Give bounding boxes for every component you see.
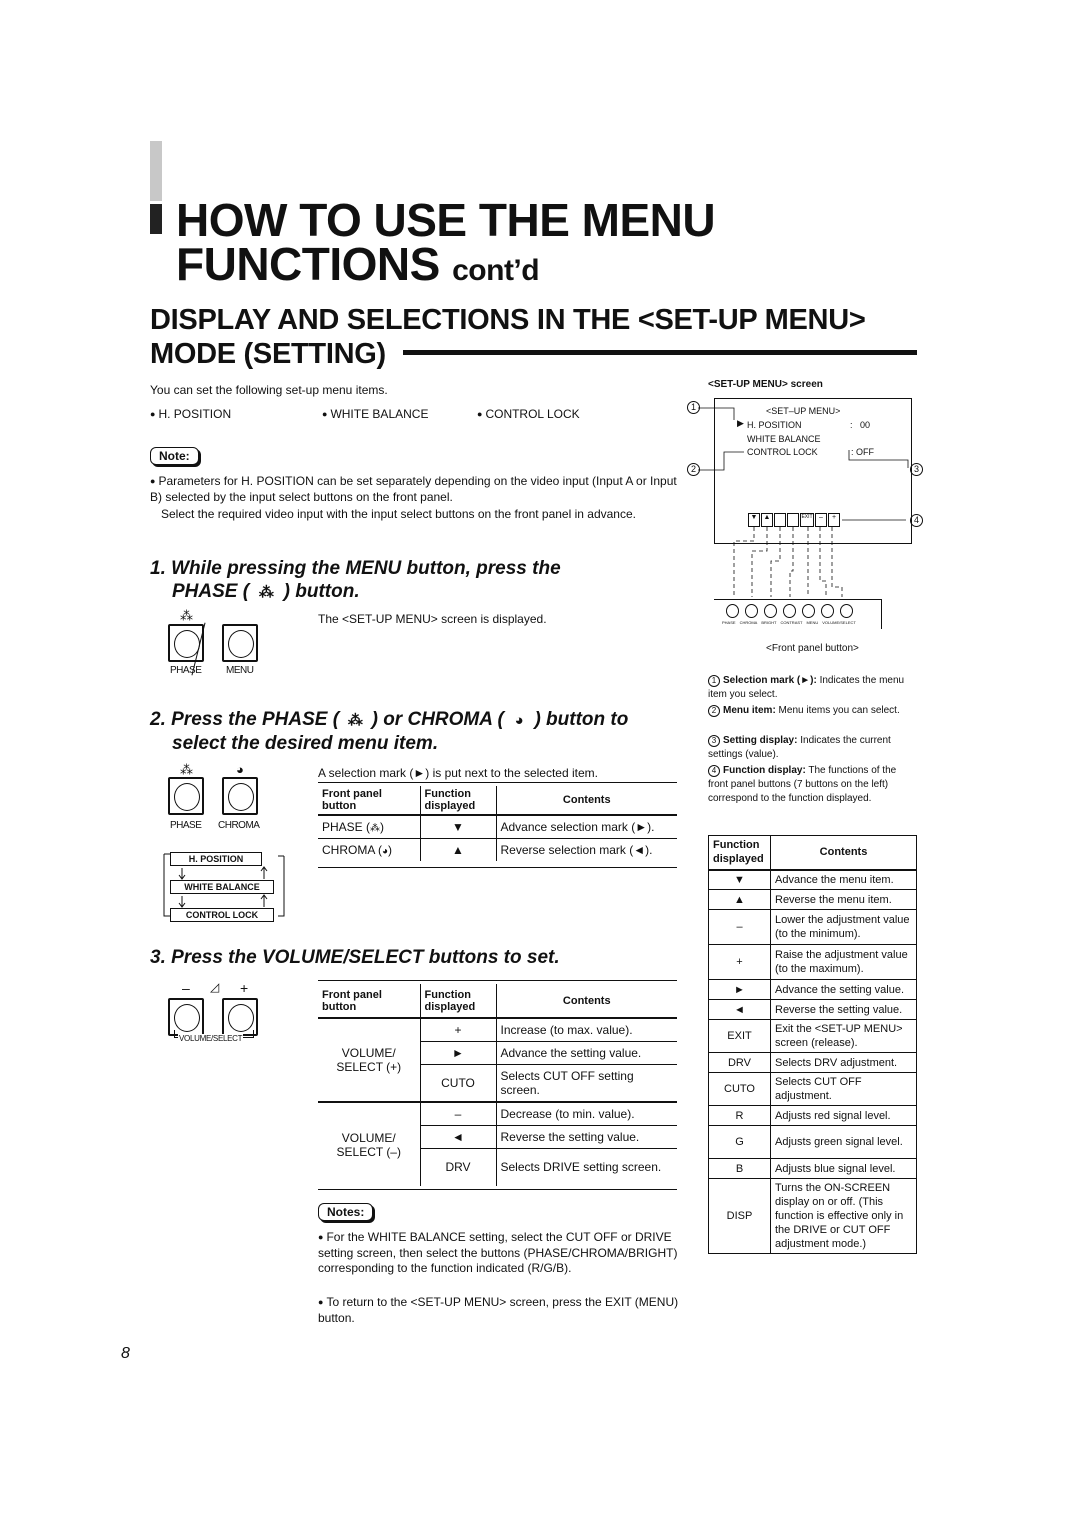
cell-function: – xyxy=(420,1102,496,1125)
table-bottom-rule xyxy=(318,1189,677,1190)
th-displayed: displayed xyxy=(713,853,764,866)
phase-icon: ⁂ xyxy=(347,712,363,729)
cell-contents: Selects CUT OFF setting screen. xyxy=(496,1064,677,1102)
func-up-icon: ▲ xyxy=(761,513,773,527)
front-panel-buttons xyxy=(726,604,853,618)
cell-function: ▲ xyxy=(420,838,496,861)
cycle-item: H. POSITION xyxy=(170,852,262,866)
phase-icon: ⁂ xyxy=(180,762,193,777)
section-title-line1: DISPLAY AND SELECTIONS IN THE <SET-UP MENU> xyxy=(150,304,866,336)
setup-value: : 00 xyxy=(850,420,871,430)
cell-contents: Turns the ON-SCREEN display on or off. (This function is effective only in the DRIVE or CUT OFF adjustment mode.) xyxy=(771,1179,917,1254)
func-blank xyxy=(787,513,799,527)
panel-label: CONTRAST xyxy=(780,620,803,625)
func-minus: – xyxy=(815,513,827,527)
cell-function: DRV xyxy=(709,1053,771,1073)
page-title-line2-text: FUNCTIONS xyxy=(176,238,440,290)
th-function: Function xyxy=(424,988,471,1001)
func-plus: + xyxy=(828,513,840,527)
step2-title-2: select the desired menu item. xyxy=(172,733,439,754)
notes-label: Notes: xyxy=(318,1203,373,1221)
panel-label: PHASE xyxy=(722,620,736,625)
legend-term: Selection mark (►): xyxy=(723,675,817,686)
legend-text: Indicates the current settings (value). xyxy=(708,735,891,760)
page-title-line1: HOW TO USE THE MENU xyxy=(176,194,716,246)
notes-item: ● For the WHITE BALANCE setting, select the CUT OFF or DRIVE setting screen, then select the buttons (PHASE/CHROMA/BRIGHT) corresponding to the function indicated (R/G/B). xyxy=(318,1230,680,1276)
selection-mark-icon: ▶ xyxy=(737,418,744,428)
cell-contents: Advance selection mark (►). xyxy=(496,815,677,838)
th-function: Function xyxy=(713,839,760,852)
chroma-icon: ◕ xyxy=(236,762,244,777)
step1-title-2a: PHASE ( xyxy=(172,581,250,602)
func-exit: EXIT xyxy=(800,513,814,527)
panel-connector-lines xyxy=(714,527,884,603)
plus-symbol: + xyxy=(240,980,249,996)
cell-function: CUTO xyxy=(709,1073,771,1106)
step1-title: 1. While pressing the MENU button, press the xyxy=(150,558,561,579)
th-contents: Contents xyxy=(496,984,677,1018)
step1-desc: The <SET-UP MENU> screen is displayed. xyxy=(318,612,547,626)
th-front: Front panel xyxy=(322,988,382,1001)
notes-item: ● To return to the <SET-UP MENU> screen, press the EXIT (MENU) button. xyxy=(318,1295,680,1326)
func-blank xyxy=(774,513,786,527)
cell-function: DISP xyxy=(709,1179,771,1254)
setup-item: WHITE BALANCE xyxy=(747,434,821,444)
cell-contents: Increase (to max. value). xyxy=(496,1018,677,1041)
table-top-rule xyxy=(318,980,677,981)
table-bottom-rule xyxy=(318,867,677,868)
cycle-item: WHITE BALANCE xyxy=(170,880,274,894)
step2-title-1b: ) or CHROMA ( xyxy=(371,709,504,730)
cell-contents: Selects CUT OFF adjustment. xyxy=(771,1073,917,1106)
th-front: Front panel xyxy=(322,788,382,800)
intro-item: ● H. POSITION xyxy=(150,407,231,423)
cell-contents: Lower the adjustment value (to the minimum). xyxy=(771,910,917,945)
table-row: CHROMA (◕) ▲ Reverse selection mark (◄). xyxy=(318,838,677,861)
chroma-button[interactable] xyxy=(222,777,258,815)
legend-item xyxy=(708,704,918,718)
panel-label: BRIGHT xyxy=(761,620,777,625)
cell-function: ▼ xyxy=(420,815,496,838)
step2-title-1a: 2. Press the PHASE ( xyxy=(150,709,340,730)
title-bar-light xyxy=(150,141,162,201)
table-row xyxy=(318,1018,677,1041)
minus-symbol: – xyxy=(182,980,190,996)
legend-text: Indicates the menu item you select. xyxy=(708,675,905,700)
menu-button[interactable] xyxy=(222,624,258,662)
phase-button-label: PHASE xyxy=(170,820,202,831)
chroma-button-label: CHROMA xyxy=(218,820,260,831)
page-title-line2 xyxy=(176,240,539,295)
th-function: Function xyxy=(424,788,471,800)
callout-3: 3 xyxy=(910,463,923,476)
panel-menu-button[interactable] xyxy=(802,604,815,618)
step1-title-2b: ) button. xyxy=(283,581,360,602)
th-button: button xyxy=(322,1000,357,1013)
panel-label: VOLUME/SELECT xyxy=(822,620,856,625)
function-strip xyxy=(748,513,840,527)
step1-title-2 xyxy=(172,580,360,605)
intro-item: ● WHITE BALANCE xyxy=(322,407,428,423)
table-row xyxy=(318,1102,677,1125)
setup-callout-lines xyxy=(684,400,924,530)
table-row xyxy=(709,1020,917,1053)
note-text: ● Parameters for H. POSITION can be set separately depending on the video input (Input A or Input B) selected by the input select buttons on the front panel. xyxy=(150,474,678,505)
cell-function: + xyxy=(709,945,771,980)
cell-contents: Reverse selection mark (◄). xyxy=(496,838,677,861)
panel-chroma-button[interactable] xyxy=(745,604,758,618)
note-label: Note: xyxy=(150,447,199,465)
legend-num: 3 xyxy=(708,735,720,747)
setup-screen-menu-title: <SET–UP MENU> xyxy=(766,406,841,416)
table-row xyxy=(709,1179,917,1254)
panel-label: CHROMA xyxy=(739,620,758,625)
cell-contents: Exit the <SET-UP MENU> screen (release). xyxy=(771,1020,917,1053)
volume-icon: ◿ xyxy=(210,980,220,994)
cell-button: PHASE ( xyxy=(322,819,371,834)
panel-bright-button[interactable] xyxy=(764,604,777,618)
legend-num: 2 xyxy=(708,705,720,717)
cell-contents: Reverse the setting value. xyxy=(771,1000,917,1020)
phase-icon: ⁂ xyxy=(180,608,193,623)
legend-text: Menu items you can select. xyxy=(775,705,900,716)
legend-num: 4 xyxy=(708,765,720,777)
cell-function: ◄ xyxy=(420,1125,496,1148)
cell-function: ▲ xyxy=(709,890,771,910)
step3-title: 3. Press the VOLUME/SELECT buttons to set. xyxy=(150,947,560,968)
legend-term: Menu item: xyxy=(723,705,776,716)
cell-function: G xyxy=(709,1126,771,1159)
func-down-icon: ▼ xyxy=(748,513,760,527)
th-displayed: displayed xyxy=(424,800,476,812)
th-contents: Contents xyxy=(771,836,917,870)
th-contents: Contents xyxy=(496,786,677,815)
page-title-suffix: cont’d xyxy=(452,254,540,287)
cell-contents: Selects DRIVE setting screen. xyxy=(496,1148,677,1186)
cell-contents: Adjusts blue signal level. xyxy=(771,1159,917,1179)
cell-function: R xyxy=(709,1106,771,1126)
cell-function: + xyxy=(420,1018,496,1041)
phase-button-label: PHASE xyxy=(170,665,202,676)
table-row xyxy=(709,1106,917,1126)
cell-contents: Advance the setting value. xyxy=(496,1041,677,1064)
table-row xyxy=(709,1159,917,1179)
front-panel-labels xyxy=(722,620,856,625)
th-displayed: displayed xyxy=(424,1000,476,1013)
table-row xyxy=(709,1000,917,1020)
phase-button[interactable] xyxy=(168,777,204,815)
table-row xyxy=(709,910,917,945)
cell-contents: Advance the menu item. xyxy=(771,870,917,890)
cell-function: EXIT xyxy=(709,1020,771,1053)
cell-function: B xyxy=(709,1159,771,1179)
title-bar-dark xyxy=(150,204,162,234)
panel-volume-plus-button[interactable] xyxy=(840,604,853,618)
step2-title xyxy=(150,708,628,733)
cell-contents: Reverse the menu item. xyxy=(771,890,917,910)
section-title-rule xyxy=(403,350,917,355)
panel-label: MENU xyxy=(806,620,819,625)
legend-num: 1 xyxy=(708,675,720,687)
cell-contents: Selects DRV adjustment. xyxy=(771,1053,917,1073)
legend-term: Setting display: xyxy=(723,735,798,746)
legend-text: The functions of the front panel buttons (7 buttons on the left) correspond to the function displayed. xyxy=(708,765,897,804)
cell-button-end: ) xyxy=(380,819,385,834)
panel-contrast-button[interactable] xyxy=(783,604,796,618)
section-title-line2: MODE (SETTING) xyxy=(150,338,386,370)
cycle-item: CONTROL LOCK xyxy=(170,908,274,922)
legend-item xyxy=(708,734,918,762)
table-row xyxy=(709,945,917,980)
cell-contents: Raise the adjustment value (to the maximum). xyxy=(771,945,917,980)
cell-contents: Adjusts red signal level. xyxy=(771,1106,917,1126)
front-panel-caption: <Front panel button> xyxy=(766,643,859,654)
cell-button: VOLUME/ xyxy=(341,1130,396,1145)
table-row xyxy=(709,890,917,910)
table-row: PHASE (⁂) ▼ Advance selection mark (►). xyxy=(318,815,677,838)
intro-item: ● CONTROL LOCK xyxy=(477,407,580,423)
function-table xyxy=(708,835,917,1254)
legend-term: Function display: xyxy=(723,765,806,776)
cell-function: – xyxy=(709,910,771,945)
table-row xyxy=(709,870,917,890)
cell-contents: Advance the setting value. xyxy=(771,980,917,1000)
note-text-2: Select the required video input with the input select buttons on the front panel in advance. xyxy=(161,507,636,521)
volume-select-label: VOLUME/SELECT xyxy=(179,1034,243,1043)
callout-2: 2 xyxy=(687,463,700,476)
cell-contents: Reverse the setting value. xyxy=(496,1125,677,1148)
cell-function: DRV xyxy=(420,1148,496,1186)
setup-item: CONTROL LOCK xyxy=(747,447,818,457)
callout-4: 4 xyxy=(910,514,923,527)
page-number: 8 xyxy=(121,1345,130,1362)
cell-function: ► xyxy=(420,1041,496,1064)
selection-table xyxy=(318,786,677,861)
legend-item xyxy=(708,674,918,702)
cell-button: SELECT (+) xyxy=(336,1060,402,1074)
setup-item: H. POSITION xyxy=(747,420,802,430)
th-button: button xyxy=(322,800,357,812)
table-top-rule xyxy=(318,782,677,783)
cell-function: ► xyxy=(709,980,771,1000)
cell-button-end: ) xyxy=(388,842,393,857)
intro-text: You can set the following set-up menu items. xyxy=(150,383,388,397)
step2-desc: A selection mark (►) is put next to the selected item. xyxy=(318,766,598,780)
phase-icon: ⁂ xyxy=(258,584,274,601)
cell-function: ▼ xyxy=(709,870,771,890)
callout-1: 1 xyxy=(687,401,700,414)
cell-function: ◄ xyxy=(709,1000,771,1020)
table-row xyxy=(709,1053,917,1073)
cell-contents: Decrease (to min. value). xyxy=(496,1102,677,1125)
chroma-icon: ◕ xyxy=(514,712,524,729)
cell-contents: Adjusts green signal level. xyxy=(771,1126,917,1159)
volume-table xyxy=(318,984,677,1186)
table-row xyxy=(709,980,917,1000)
table-row xyxy=(709,1073,917,1106)
setup-screen-caption: <SET-UP MENU> screen xyxy=(708,379,823,390)
panel-volume-minus-button[interactable] xyxy=(821,604,834,618)
step2-title-1c: ) button to xyxy=(534,709,629,730)
table-row xyxy=(709,1126,917,1159)
legend-item xyxy=(708,764,918,806)
menu-button-label: MENU xyxy=(226,665,254,676)
cell-function: CUTO xyxy=(420,1064,496,1102)
cell-button: SELECT (–) xyxy=(336,1144,401,1159)
panel-phase-button[interactable] xyxy=(726,604,739,618)
setup-value: : OFF xyxy=(851,447,874,457)
cell-button: VOLUME/ xyxy=(341,1046,396,1060)
cell-button: CHROMA ( xyxy=(322,842,382,857)
